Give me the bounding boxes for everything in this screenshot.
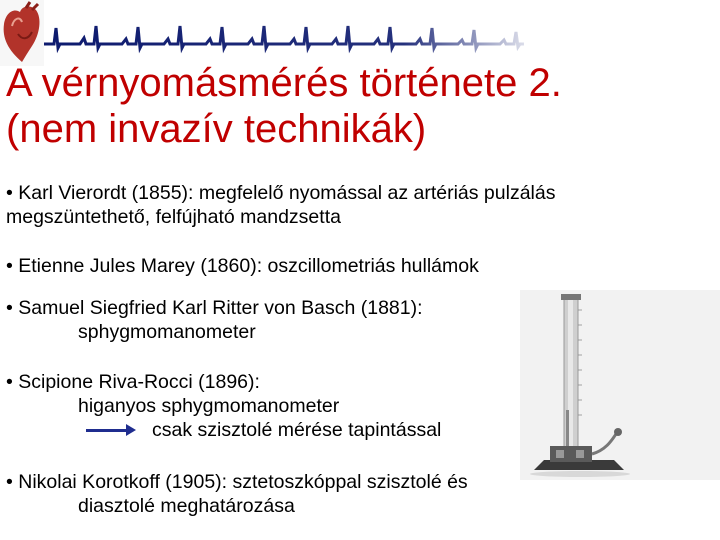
bullet-text: • Nikolai Korotkoff (1905): sztetoszkóppal szisztolé és bbox=[6, 471, 468, 493]
bullet-von-basch bbox=[6, 296, 423, 344]
bullet-text: • Etienne Jules Marey (1860): oszcillometriás hullámok bbox=[6, 255, 479, 277]
arrow-right-icon bbox=[86, 429, 130, 432]
arrow-head-icon bbox=[126, 424, 136, 436]
bullet-text: • Scipione Riva-Rocci (1896): bbox=[6, 371, 260, 393]
arrow-row bbox=[6, 418, 441, 442]
bullet-subtext: higanyos sphygmomanometer bbox=[78, 395, 340, 417]
ecg-strip bbox=[44, 18, 524, 64]
bullet-vierordt bbox=[6, 181, 555, 229]
bullet-riva-rocci bbox=[6, 370, 441, 442]
title-line-2: (nem invazív technikák) bbox=[6, 107, 427, 151]
bullet-text: megszüntethető, felfújható mandzsetta bbox=[6, 206, 341, 228]
page-title bbox=[6, 60, 706, 152]
bullet-subtext: diasztolé meghatározása bbox=[78, 495, 295, 517]
heart-icon bbox=[0, 0, 44, 66]
bullet-text: • Samuel Siegfried Karl Ritter von Basch (1881): bbox=[6, 297, 423, 319]
bullet-marey bbox=[6, 254, 479, 278]
bullet-subtext: csak szisztolé mérése tapintással bbox=[152, 419, 442, 441]
bullet-korotkoff bbox=[6, 470, 468, 518]
bullet-subtext: sphygmomanometer bbox=[78, 321, 256, 343]
title-line-1: A vérnyomásmérés története 2. bbox=[6, 61, 562, 105]
sphygmomanometer-image bbox=[520, 290, 720, 480]
bullet-text: • Karl Vierordt (1855): megfelelő nyomással az artériás pulzálás bbox=[6, 182, 556, 204]
